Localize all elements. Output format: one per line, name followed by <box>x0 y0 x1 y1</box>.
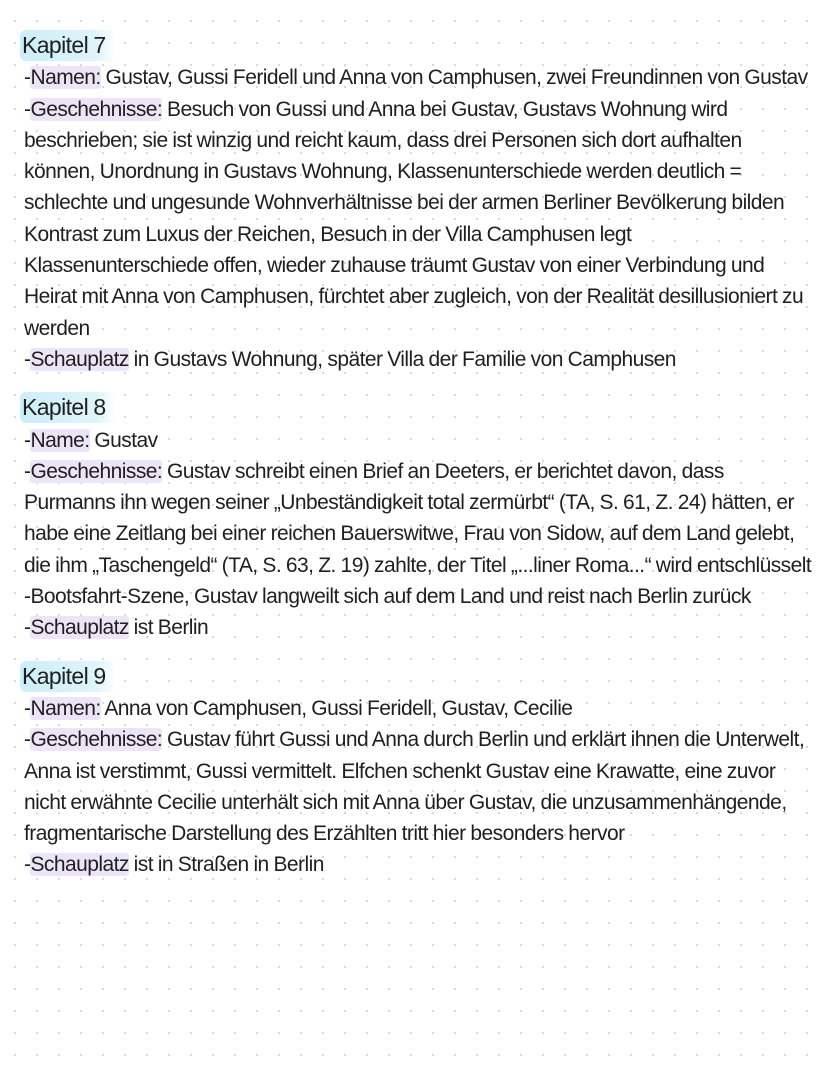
events-line: -Geschehnisse: Gustav führt Gussi und Anna durch Berlin und erklärt ihnen die Unterwelt, Anna ist verstimmt, Gussi vermittelt. Elfchen schenkt Gustav eine Krawatte, eine zuvor nicht erwähnte Cecilie unterhält sich mit Anna über Gustav, die unzusammenhängende, fragmentarische Darstellung des Erzählten tritt hier besonders hervor <box>24 728 805 846</box>
chapter-8 <box>24 392 814 643</box>
chapter-title: Kapitel 8 <box>20 392 116 423</box>
names-line: -Namen: Anna von Camphusen, Gussi Feridell, Gustav, Cecilie <box>24 696 573 720</box>
names-label: Name: <box>30 428 90 452</box>
notes-page <box>24 30 814 898</box>
names-line: -Namen: Gustav, Gussi Feridell und Anna von Camphusen, zwei Freundinnen von Gustav <box>24 66 808 90</box>
setting-text: ist Berlin <box>128 616 209 640</box>
setting-label: Schauplatz <box>30 347 129 371</box>
chapter-9 <box>24 661 814 881</box>
events-label: Geschehnisse: <box>30 459 163 483</box>
events-text: Besuch von Gussi und Anna bei Gustav, Gustavs Wohnung wird beschrieben; sie ist winzig und reicht kaum, dass drei Personen sich dort aufhalten können, Unordnung in Gustavs Wohnung, Klassenunterschiede werden deutlich = schlechte und ungesunde Wohnverhältnisse bei der armen Berliner Bevölkerung bilden Kontrast zum Luxus der Reichen, Besuch in der Villa Camphusen legt Klassenunterschiede offen, wieder zuhause träumt Gustav von einer Verbindung und Heirat mit Anna von Camphusen, fürchtet aber zugleich, von der Realität desillusioniert zu werden <box>24 97 804 340</box>
events-text: Gustav führt Gussi und Anna durch Berlin und erklärt ihnen die Unterwelt, Anna ist verstimmt, Gussi vermittelt. Elfchen schenkt Gustav eine Krawatte, eine zuvor nicht erwähnte Cecilie unterhält sich mit Anna über Gustav, die unzusammenhängende, fragmentarische Darstellung des Erzählten tritt hier besonders hervor <box>24 728 805 846</box>
events-line: -Geschehnisse: Gustav schreibt einen Brief an Deeters, er berichtet davon, dass Purmanns ihn wegen seiner „Unbeständigkeit total zermürbt“ (TA, S. 61, Z. 24) hätten, er habe eine Zeitlang bei einer reichen Bauerswitwe, Frau von Sidow, auf dem Land gelebt, die ihm „Taschengeld“ (TA, S. 63, Z. 19) zahlte, der Titel „...liner Roma...“ wird entschlüsselt -Bootsfahrt-Szene, Gustav langweilt sich auf dem Land und reist nach Berlin zurück <box>24 459 812 609</box>
events-label: Geschehnisse: <box>30 97 163 121</box>
names-label: Namen: <box>30 696 101 720</box>
names-line: -Name: Gustav <box>24 428 158 452</box>
chapter-7 <box>24 30 814 375</box>
setting-label: Schauplatz <box>30 616 129 640</box>
setting-label: Schauplatz <box>30 853 129 877</box>
setting-text: ist in Straßen in Berlin <box>128 853 324 877</box>
setting-line: -Schauplatz ist in Straßen in Berlin <box>24 853 324 877</box>
names-text: Gustav, Gussi Feridell und Anna von Camphusen, zwei Freundinnen von Gustav <box>100 66 808 90</box>
names-label: Namen: <box>30 66 101 90</box>
setting-text: in Gustavs Wohnung, später Villa der Familie von Camphusen <box>128 347 676 371</box>
events-line: -Geschehnisse: Besuch von Gussi und Anna bei Gustav, Gustavs Wohnung wird beschrieben; sie ist winzig und reicht kaum, dass drei Personen sich dort aufhalten können, Unordnung in Gustavs Wohnung, Klassenunterschiede werden deutlich = schlechte und ungesunde Wohnverhältnisse bei der armen Berliner Bevölkerung bilden Kontrast zum Luxus der Reichen, Besuch in der Villa Camphusen legt Klassenunterschiede offen, wieder zuhause träumt Gustav von einer Verbindung und Heirat mit Anna von Camphusen, fürchtet aber zugleich, von der Realität desillusioniert zu werden <box>24 97 804 340</box>
names-text: Gustav <box>89 428 158 452</box>
chapter-title: Kapitel 9 <box>20 661 116 692</box>
setting-line: -Schauplatz ist Berlin <box>24 616 209 640</box>
names-text: Anna von Camphusen, Gussi Feridell, Gustav, Cecilie <box>100 696 573 720</box>
setting-line: -Schauplatz in Gustavs Wohnung, später Villa der Familie von Camphusen <box>24 347 676 371</box>
chapter-title: Kapitel 7 <box>20 30 116 61</box>
events-label: Geschehnisse: <box>30 728 163 752</box>
events-text: Gustav schreibt einen Brief an Deeters, er berichtet davon, dass Purmanns ihn wegen seiner „Unbeständigkeit total zermürbt“ (TA, S. 61, Z. 24) hätten, er habe eine Zeitlang bei einer reichen Bauerswitwe, Frau von Sidow, auf dem Land gelebt, die ihm „Taschengeld“ (TA, S. 63, Z. 19) zahlte, der Titel „...liner Roma...“ wird entschlüsselt -Bootsfahrt-Szene, Gustav langweilt sich auf dem Land und reist nach Berlin zurück <box>24 459 812 609</box>
